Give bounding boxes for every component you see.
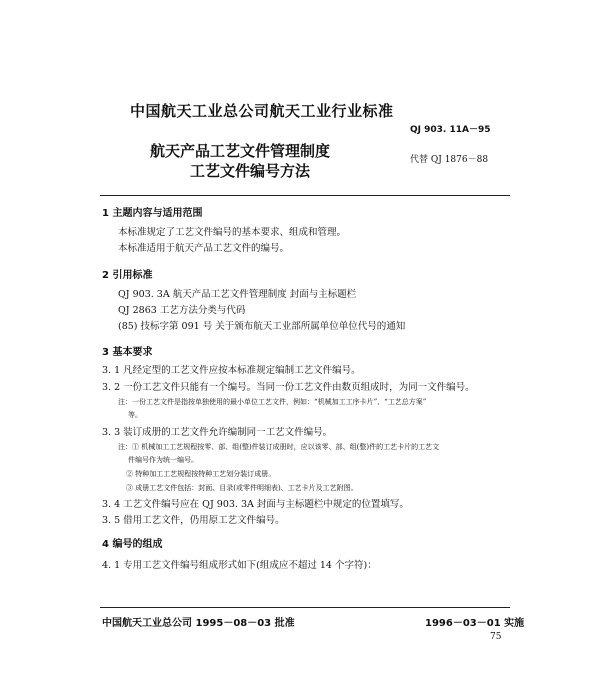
clause-3-1: 3. 1 凡经定型的工艺文件应按本标准规定编制工艺文件编号。 <box>102 365 361 376</box>
reference-item: (85) 技标字第 091 号 关于颁布航天工业部所属单位单位代号的通知 <box>118 321 406 332</box>
clause-3-3-note: ③ 成册工艺文件包括：封面、目录(或零件明细表)、工艺卡片及工艺附图。 <box>126 484 358 492</box>
section-4-heading: 4 编号的组成 <box>102 539 163 550</box>
clause-3-4: 3. 4 工艺文件编号应在 QJ 903. 3A 封面与主标题栏中规定的位置填写。 <box>102 499 409 510</box>
clause-3-2-note: 注：一份工艺文件是指按单独使用的最小单位工艺文件，例如：“机械加工工序卡片”、“工艺总方案” <box>118 398 427 406</box>
section-3-heading: 3 基本要求 <box>102 347 153 358</box>
organization-title: 中国航天工业总公司航天工业行业标准 <box>130 102 394 120</box>
clause-3-3-note: 注：① 机械加工工艺规程按零、部、组(整)件装订成册时，应以该零、部、组(整)件的工艺卡片的工艺文 <box>118 443 440 451</box>
clause-3-3: 3. 3 装订成册的工艺文件允许编制同一工艺文件编号。 <box>102 427 333 438</box>
approval-date: 中国航天工业总公司 1995－08－03 批准 <box>102 618 295 629</box>
footer-divider <box>100 607 510 608</box>
reference-item: QJ 2863 工艺方法分类与代码 <box>118 305 246 316</box>
section-1-heading: 1 主题内容与适用范围 <box>102 208 203 219</box>
clause-4-1: 4. 1 专用工艺文件编号组成形式如下(组成应不超过 14 个字符)： <box>102 560 377 571</box>
standard-code: QJ 903. 11A－95 <box>410 125 491 135</box>
replaces-standard: 代替 QJ 1876－88 <box>410 155 489 165</box>
section-1-paragraph: 本标准规定了工艺文件编号的基本要求、组成和管理。 <box>118 227 347 238</box>
section-1-paragraph: 本标准适用于航天产品工艺文件的编号。 <box>118 243 290 254</box>
document-title-line1: 航天产品工艺文件管理制度 <box>150 142 331 160</box>
effective-date: 1996－03－01 实施 <box>425 618 525 629</box>
clause-3-3-note: ② 特种加工工艺规程按特种工艺划分装订成册。 <box>126 470 276 478</box>
page-number: 75 <box>490 632 502 642</box>
document-title-line2: 工艺文件编号方法 <box>190 162 311 180</box>
reference-item: QJ 903. 3A 航天产品工艺文件管理制度 封面与主标题栏 <box>118 289 357 300</box>
clause-3-3-note: 件编号作为统一编号。 <box>128 456 198 464</box>
header-divider <box>100 195 510 196</box>
clause-3-5: 3. 5 借用工艺文件，仍用原工艺文件编号。 <box>102 515 285 526</box>
clause-3-2-note: 等。 <box>128 411 142 419</box>
clause-3-2: 3. 2 一份工艺文件只能有一个编号。当同一份工艺文件由数页组成时，为同一文件编号。 <box>102 382 475 393</box>
section-2-heading: 2 引用标准 <box>102 270 153 281</box>
